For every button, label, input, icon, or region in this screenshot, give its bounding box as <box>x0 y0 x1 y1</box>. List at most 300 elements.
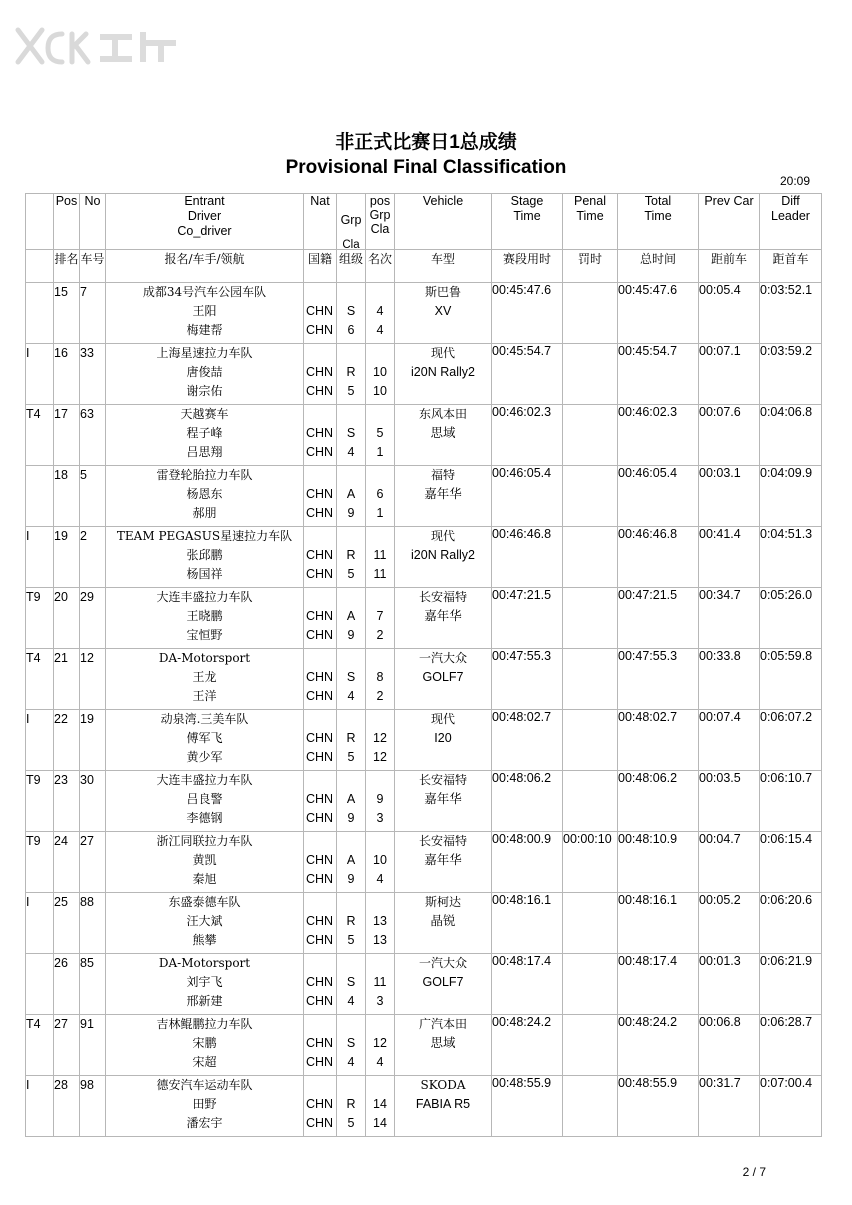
penal-time-cell <box>563 344 618 405</box>
rank-cell <box>366 344 395 405</box>
pos-cell <box>54 954 80 1015</box>
entrant-name: 吉林鲲鹏拉力车队 <box>156 1017 253 1031</box>
grp-value: S <box>346 1036 356 1050</box>
driver-name: 杨恩东 <box>186 487 223 501</box>
pos-cla-value: 11 <box>373 567 387 581</box>
report-time: 20:09 <box>779 174 810 188</box>
table-row <box>26 771 822 832</box>
nat-cell <box>304 588 337 649</box>
no-value: 33 <box>80 346 94 360</box>
vehicle-model: 嘉年华 <box>424 609 462 623</box>
header-cla: Cla <box>342 239 360 251</box>
penal-time-cell <box>563 954 618 1015</box>
total-time-cell <box>618 344 699 405</box>
vehicle-cell <box>395 893 492 954</box>
header-pos: Pos <box>54 194 80 250</box>
diff-leader-cell <box>760 1076 822 1137</box>
grp-value: A <box>346 792 356 806</box>
pos-cell <box>54 344 80 405</box>
flag-cell <box>26 405 54 466</box>
diff-leader-cell <box>760 771 822 832</box>
vehicle-make: 一汽大众 <box>418 651 467 665</box>
driver-nat: CHN <box>306 426 334 440</box>
no-value: 12 <box>80 651 94 665</box>
no-cell <box>80 527 106 588</box>
pos-grp-value: 6 <box>376 487 384 501</box>
pos-cell <box>54 893 80 954</box>
leader-value: 0:03:59.2 <box>760 344 813 358</box>
co-driver-name: 吕思翔 <box>186 445 223 459</box>
prev-car-cell <box>699 466 760 527</box>
vehicle-model: I20 <box>434 731 452 745</box>
entrant-cell <box>106 405 304 466</box>
pos-cla-value: 13 <box>373 933 387 947</box>
table-row <box>26 1015 822 1076</box>
co-driver-name: 杨国祥 <box>186 567 223 581</box>
pos-value: 22 <box>54 712 68 726</box>
stage-value: 00:48:17.4 <box>492 954 552 968</box>
vehicle-make: 福特 <box>430 468 455 482</box>
no-value: 29 <box>80 590 94 604</box>
total-time-cell <box>618 649 699 710</box>
grp-cla-cell <box>337 1015 366 1076</box>
total-value: 00:48:10.9 <box>618 832 678 846</box>
cla-value: 5 <box>347 1116 355 1130</box>
prev-value: 00:04.7 <box>699 832 741 846</box>
grp-cla-cell <box>337 527 366 588</box>
table-row <box>26 344 822 405</box>
pos-cla-value: 4 <box>376 872 384 886</box>
prev-value: 00:07.4 <box>699 710 741 724</box>
header-cn-vehicle: 车型 <box>395 250 492 283</box>
cla-value: 9 <box>347 872 355 886</box>
prev-car-cell <box>699 588 760 649</box>
pos-value: 19 <box>54 529 68 543</box>
driver-name: 程子峰 <box>186 426 223 440</box>
co-driver-nat: CHN <box>306 1055 334 1069</box>
results-table <box>25 193 822 1137</box>
pos-value: 17 <box>54 407 68 421</box>
grp-value: S <box>346 975 356 989</box>
entrant-name: 浙江同联拉力车队 <box>156 834 253 848</box>
table-row <box>26 649 822 710</box>
vehicle-cell <box>395 954 492 1015</box>
grp-value: S <box>346 304 356 318</box>
total-value: 00:48:24.2 <box>618 1015 678 1029</box>
table-row <box>26 283 822 344</box>
driver-name: 宋鹏 <box>192 1036 217 1050</box>
results-body <box>26 283 822 1137</box>
table-row <box>26 405 822 466</box>
driver-name: 王龙 <box>192 670 217 684</box>
total-value: 00:46:05.4 <box>618 466 678 480</box>
no-value: 91 <box>80 1017 94 1031</box>
stage-value: 00:46:05.4 <box>492 466 552 480</box>
no-cell <box>80 1015 106 1076</box>
entrant-cell <box>106 649 304 710</box>
entrant-name: 成都34号汽车公园车队 <box>142 285 267 299</box>
no-cell <box>80 954 106 1015</box>
stage-value: 00:48:55.9 <box>492 1076 552 1090</box>
pos-grp-value: 8 <box>376 670 384 684</box>
grp-cla-cell <box>337 893 366 954</box>
total-value: 00:48:16.1 <box>618 893 678 907</box>
rank-cell <box>366 1076 395 1137</box>
flag-value: I <box>26 895 30 909</box>
pos-cla-value: 3 <box>376 811 384 825</box>
header-cn-stage: 赛段用时 <box>492 250 563 283</box>
nat-cell <box>304 954 337 1015</box>
nat-cell <box>304 893 337 954</box>
prev-car-cell <box>699 649 760 710</box>
entrant-name: 雷登轮胎拉力车队 <box>156 468 253 482</box>
leader-value: 0:03:52.1 <box>760 283 813 297</box>
pos-cla-value: 4 <box>376 323 384 337</box>
header-row-english <box>26 194 822 250</box>
header-cn-prev: 距前车 <box>699 250 760 283</box>
vehicle-cell <box>395 649 492 710</box>
grp-cla-cell <box>337 405 366 466</box>
driver-name: 唐俊喆 <box>186 365 223 379</box>
pos-value: 18 <box>54 468 68 482</box>
entrant-cell <box>106 588 304 649</box>
no-cell <box>80 832 106 893</box>
prev-value: 00:33.8 <box>699 649 741 663</box>
nat-cell <box>304 649 337 710</box>
header-grp: Grp <box>340 213 362 227</box>
pos-value: 27 <box>54 1017 68 1031</box>
prev-car-cell <box>699 832 760 893</box>
driver-nat: CHN <box>306 914 334 928</box>
co-driver-nat: CHN <box>306 445 334 459</box>
nat-cell <box>304 710 337 771</box>
penal-time-cell <box>563 710 618 771</box>
entrant-name: DA-Motorsport <box>158 956 251 970</box>
rank-cell <box>366 405 395 466</box>
flag-value: T4 <box>26 407 41 421</box>
vehicle-model: 思域 <box>430 426 456 440</box>
stage-time-cell <box>492 527 563 588</box>
header-stage-time: Stage Time <box>492 194 563 250</box>
diff-leader-cell <box>760 466 822 527</box>
grp-cla-cell <box>337 954 366 1015</box>
co-driver-nat: CHN <box>306 384 334 398</box>
grp-cla-cell <box>337 588 366 649</box>
pos-grp-value: 5 <box>376 426 384 440</box>
table-row <box>26 1076 822 1137</box>
vehicle-model: 思域 <box>430 1036 456 1050</box>
pos-value: 24 <box>54 834 68 848</box>
prev-value: 00:41.4 <box>699 527 741 541</box>
prev-value: 00:03.1 <box>699 466 741 480</box>
vehicle-model: GOLF7 <box>422 670 464 684</box>
header-row-chinese <box>26 250 822 283</box>
leader-value: 0:04:51.3 <box>760 527 813 541</box>
rank-cell <box>366 649 395 710</box>
header-prev-car: Prev Car <box>699 194 760 250</box>
co-driver-nat: CHN <box>306 811 334 825</box>
grp-value: R <box>346 731 356 745</box>
vehicle-cell <box>395 771 492 832</box>
pos-cla-value: 14 <box>373 1116 387 1130</box>
grp-value: R <box>346 1097 356 1111</box>
no-cell <box>80 893 106 954</box>
prev-value: 00:05.2 <box>699 893 741 907</box>
pos-cell <box>54 527 80 588</box>
entrant-cell <box>106 283 304 344</box>
pos-value: 21 <box>54 651 68 665</box>
entrant-cell <box>106 710 304 771</box>
entrant-name: 德安汽车运动车队 <box>156 1078 253 1092</box>
nat-cell <box>304 466 337 527</box>
driver-name: 黄凯 <box>192 853 217 867</box>
no-value: 63 <box>80 407 94 421</box>
co-driver-name: 李德钢 <box>186 811 223 825</box>
pos-cla-value: 4 <box>376 1055 384 1069</box>
vehicle-make: 斯巴鲁 <box>424 285 461 299</box>
prev-value: 00:31.7 <box>699 1076 741 1090</box>
no-value: 85 <box>80 956 94 970</box>
entrant-cell <box>106 466 304 527</box>
co-driver-nat: CHN <box>306 872 334 886</box>
driver-nat: CHN <box>306 731 334 745</box>
prev-car-cell <box>699 710 760 771</box>
header-cn-rank: 名次 <box>366 250 395 283</box>
pos-value: 25 <box>54 895 68 909</box>
penal-value: 00:00:10 <box>563 832 612 846</box>
vehicle-make: 长安福特 <box>418 590 467 604</box>
total-time-cell <box>618 771 699 832</box>
total-time-cell <box>618 954 699 1015</box>
pos-grp-value: 9 <box>376 792 384 806</box>
rank-cell <box>366 954 395 1015</box>
pos-cell <box>54 771 80 832</box>
vehicle-model: GOLF7 <box>422 975 464 989</box>
stage-time-cell <box>492 771 563 832</box>
diff-leader-cell <box>760 710 822 771</box>
total-time-cell <box>618 893 699 954</box>
driver-nat: CHN <box>306 853 334 867</box>
table-row <box>26 466 822 527</box>
pos-cla-value: 1 <box>376 506 384 520</box>
driver-name: 张邱鹏 <box>186 548 223 562</box>
pos-cell <box>54 405 80 466</box>
total-value: 00:48:17.4 <box>618 954 678 968</box>
co-driver-nat: CHN <box>306 506 334 520</box>
pos-grp-value: 10 <box>373 853 387 867</box>
stage-value: 00:48:00.9 <box>492 832 552 846</box>
pos-cell <box>54 588 80 649</box>
nat-cell <box>304 283 337 344</box>
vehicle-model: XV <box>434 304 452 318</box>
prev-car-cell <box>699 405 760 466</box>
pos-value: 28 <box>54 1078 68 1092</box>
cla-value: 9 <box>347 506 355 520</box>
driver-nat: CHN <box>306 1036 334 1050</box>
prev-value: 00:03.5 <box>699 771 741 785</box>
no-cell <box>80 649 106 710</box>
vehicle-make: SKODA <box>420 1078 466 1092</box>
stage-time-cell <box>492 832 563 893</box>
flag-cell <box>26 1015 54 1076</box>
pos-value: 15 <box>54 285 68 299</box>
no-value: 27 <box>80 834 94 848</box>
header-grp-cla <box>337 194 366 250</box>
grp-value: R <box>346 914 356 928</box>
pos-value: 16 <box>54 346 68 360</box>
rank-cell <box>366 832 395 893</box>
flag-value: I <box>26 712 30 726</box>
pos-grp-value: 12 <box>373 1036 387 1050</box>
flag-value: T9 <box>26 834 41 848</box>
entrant-name: 动泉湾.三美车队 <box>160 712 249 726</box>
header-cn-entrant: 报名/车手/领航 <box>106 250 304 283</box>
entrant-name: 东盛泰德车队 <box>168 895 241 909</box>
vehicle-make: 现代 <box>430 529 455 543</box>
driver-nat: CHN <box>306 304 334 318</box>
total-time-cell <box>618 588 699 649</box>
rank-cell <box>366 466 395 527</box>
nat-cell <box>304 527 337 588</box>
header-pos-grp-cla: pos Grp Cla <box>366 194 395 250</box>
entrant-name: TEAM PEGASUS星速拉力车队 <box>116 529 293 543</box>
entrant-cell <box>106 954 304 1015</box>
xcar-logo-watermark <box>12 20 182 72</box>
rank-cell <box>366 771 395 832</box>
stage-value: 00:46:02.3 <box>492 405 552 419</box>
vehicle-make: 一汽大众 <box>418 956 467 970</box>
grp-cla-cell <box>337 771 366 832</box>
stage-value: 00:48:16.1 <box>492 893 552 907</box>
entrant-cell <box>106 527 304 588</box>
diff-leader-cell <box>760 344 822 405</box>
total-value: 00:48:55.9 <box>618 1076 678 1090</box>
vehicle-cell <box>395 527 492 588</box>
pos-cell <box>54 649 80 710</box>
no-value: 88 <box>80 895 94 909</box>
total-time-cell <box>618 710 699 771</box>
co-driver-nat: CHN <box>306 689 334 703</box>
rank-cell <box>366 527 395 588</box>
entrant-name: 上海星速拉力车队 <box>156 346 253 360</box>
vehicle-cell <box>395 588 492 649</box>
leader-value: 0:06:15.4 <box>760 832 813 846</box>
co-driver-nat: CHN <box>306 933 334 947</box>
pos-cell <box>54 1076 80 1137</box>
no-value: 5 <box>80 468 87 482</box>
vehicle-cell <box>395 405 492 466</box>
stage-time-cell <box>492 405 563 466</box>
prev-car-cell <box>699 771 760 832</box>
stage-time-cell <box>492 649 563 710</box>
stage-value: 00:46:46.8 <box>492 527 552 541</box>
entrant-cell <box>106 893 304 954</box>
leader-value: 0:06:07.2 <box>760 710 813 724</box>
header-cn-no: 车号 <box>80 250 106 283</box>
grp-value: A <box>346 609 356 623</box>
co-driver-name: 秦旭 <box>192 872 217 886</box>
prev-value: 00:01.3 <box>699 954 741 968</box>
penal-time-cell <box>563 466 618 527</box>
stage-time-cell <box>492 1015 563 1076</box>
stage-time-cell <box>492 588 563 649</box>
pos-cell <box>54 1015 80 1076</box>
grp-cla-cell <box>337 1076 366 1137</box>
no-cell <box>80 405 106 466</box>
table-row <box>26 954 822 1015</box>
no-value: 2 <box>80 529 87 543</box>
penal-time-cell <box>563 1015 618 1076</box>
header-total-time: Total Time <box>618 194 699 250</box>
co-driver-name: 梅建帮 <box>186 323 223 337</box>
grp-value: A <box>346 487 356 501</box>
total-time-cell <box>618 1076 699 1137</box>
diff-leader-cell <box>760 649 822 710</box>
vehicle-cell <box>395 832 492 893</box>
vehicle-model: 晶锐 <box>430 914 456 928</box>
co-driver-nat: CHN <box>306 750 334 764</box>
title-chinese: 非正式比赛日1总成绩 <box>335 132 517 153</box>
cla-value: 6 <box>347 323 355 337</box>
grp-cla-cell <box>337 832 366 893</box>
prev-car-cell <box>699 283 760 344</box>
rank-cell <box>366 1015 395 1076</box>
header-entrant: Entrant Driver Co_driver <box>106 194 304 250</box>
pos-cla-value: 10 <box>373 384 387 398</box>
grp-cla-cell <box>337 283 366 344</box>
driver-name: 汪大斌 <box>186 914 223 928</box>
flag-cell <box>26 710 54 771</box>
flag-cell <box>26 954 54 1015</box>
leader-value: 0:06:10.7 <box>760 771 813 785</box>
grp-cla-cell <box>337 710 366 771</box>
header-cn-grp: 组级 <box>337 250 366 283</box>
cla-value: 9 <box>347 628 355 642</box>
pos-value: 26 <box>54 956 68 970</box>
vehicle-model: 嘉年华 <box>424 792 462 806</box>
stage-value: 00:47:21.5 <box>492 588 552 602</box>
driver-name: 吕良警 <box>186 792 223 806</box>
no-value: 98 <box>80 1078 94 1092</box>
stage-time-cell <box>492 344 563 405</box>
vehicle-model: 嘉年华 <box>424 487 462 501</box>
vehicle-make: 东风本田 <box>418 407 467 421</box>
no-cell <box>80 771 106 832</box>
table-row <box>26 710 822 771</box>
leader-value: 0:05:26.0 <box>760 588 813 602</box>
prev-car-cell <box>699 893 760 954</box>
co-driver-name: 郝朋 <box>192 506 217 520</box>
rank-cell <box>366 893 395 954</box>
leader-value: 0:07:00.4 <box>760 1076 813 1090</box>
co-driver-nat: CHN <box>306 323 334 337</box>
pos-cell <box>54 710 80 771</box>
stage-value: 00:45:54.7 <box>492 344 552 358</box>
entrant-name: 天越赛车 <box>180 407 229 421</box>
stage-value: 00:48:24.2 <box>492 1015 552 1029</box>
flag-cell <box>26 771 54 832</box>
header-diff-leader: Diff Leader <box>760 194 822 250</box>
rank-cell <box>366 588 395 649</box>
stage-value: 00:45:47.6 <box>492 283 552 297</box>
no-cell <box>80 344 106 405</box>
flag-cell <box>26 1076 54 1137</box>
entrant-cell <box>106 344 304 405</box>
no-cell <box>80 710 106 771</box>
entrant-cell <box>106 832 304 893</box>
pos-cla-value: 12 <box>373 750 387 764</box>
penal-time-cell <box>563 283 618 344</box>
